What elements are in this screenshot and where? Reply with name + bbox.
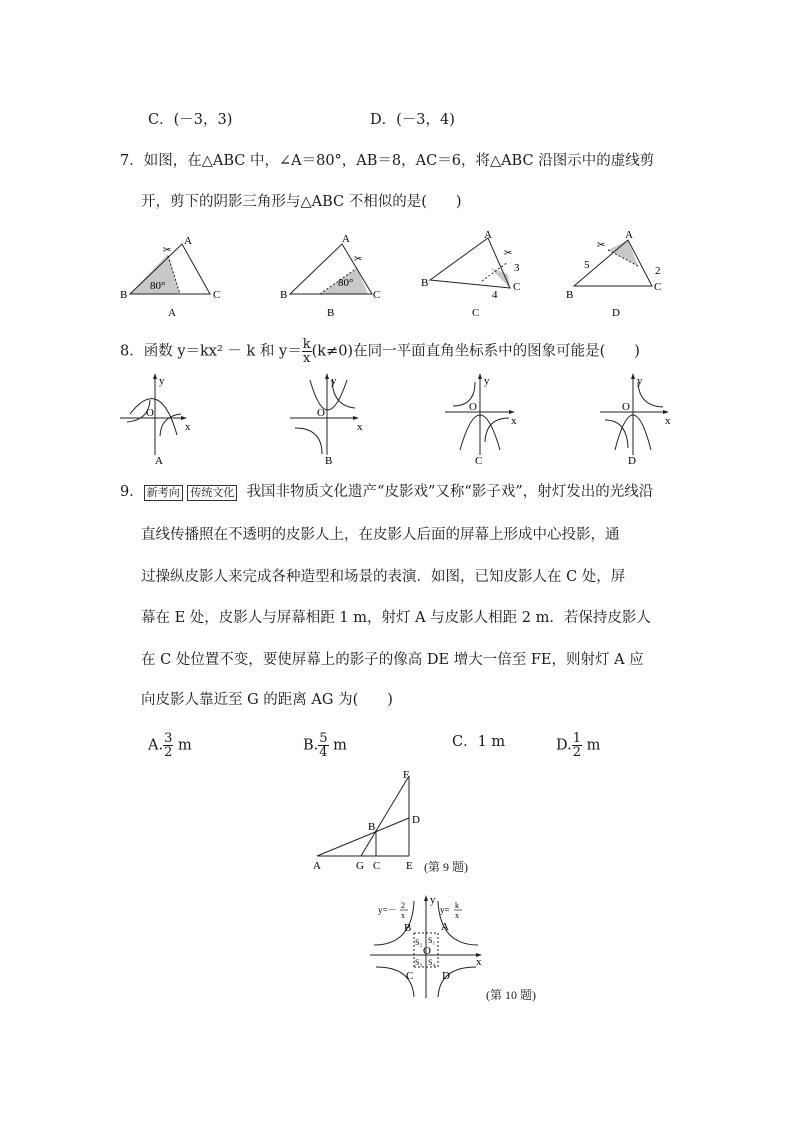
svg-text:O: O (622, 401, 630, 413)
svg-text:S₁: S₁ (428, 936, 436, 945)
label-c: C (213, 289, 221, 301)
q7-figure-d (566, 229, 661, 319)
svg-text:y: y (159, 375, 165, 387)
q7-figures (110, 228, 710, 320)
svg-text:x: x (455, 911, 459, 920)
svg-text:x: x (476, 956, 482, 968)
svg-text:x: x (511, 415, 517, 427)
label-c: C (513, 281, 521, 293)
svg-text:S₄: S₄ (428, 958, 436, 967)
q7-figure-a (120, 235, 220, 319)
q7-option-a: A (168, 307, 176, 319)
svg-text:O: O (146, 407, 154, 419)
svg-text:A: A (313, 860, 321, 872)
q8-fraction: $\frac{k}{x}$ (302, 337, 311, 366)
q7-option-c: C (472, 307, 480, 319)
angle-label: 80° (338, 277, 354, 289)
q7-figure-b (280, 233, 380, 319)
q9-option-c: C．1 m (452, 734, 506, 750)
q9-stem-line1: 9． 新考向 传统文化 我国非物质文化遗产“皮影戏”又称“影子戏”，射灯发出的光线沿 (120, 484, 654, 500)
q8-option-b: B (325, 455, 333, 467)
svg-text:B: B (404, 922, 412, 934)
q8-graph-b (290, 373, 363, 467)
label-5: 5 (584, 259, 590, 271)
svg-text:y: y (637, 375, 643, 387)
svg-text:y=－: y=－ (378, 905, 397, 915)
q9-stem-line4: 幕在 E 处，皮影人与屏幕相距 1 m，射灯 A 与皮影人相距 2 m．若保持皮影人 (141, 610, 651, 626)
svg-text:y: y (331, 375, 337, 387)
q9-option-b: B. $\frac{5}{4}$ m (303, 731, 347, 760)
svg-text:A: A (441, 921, 449, 933)
q7-stem-line1: 7．如图，在△ABC 中，∠A＝80°，AB＝8，AC＝6，将△ABC 沿图示中的虚线剪 (120, 153, 655, 169)
tag-traditional-culture: 传统文化 (187, 485, 237, 501)
q6-option-d: D．(－3，4) (370, 112, 455, 128)
q9-option-d: D. $\frac{1}{2}$ m (556, 731, 601, 760)
label-2: 2 (655, 265, 661, 277)
label-c: C (373, 289, 381, 301)
svg-text:C: C (373, 860, 381, 872)
svg-text:G: G (356, 860, 364, 872)
svg-text:x: x (665, 415, 671, 427)
label-4: 4 (492, 289, 498, 301)
svg-text:B: B (368, 821, 376, 833)
q8-text-pre: 8．函数 y＝kx² － k 和 y＝ (120, 343, 302, 360)
svg-text:2: 2 (401, 901, 405, 910)
scissors-icon: ✂ (504, 248, 513, 259)
svg-text:x: x (357, 421, 363, 433)
tag-new-direction: 新考向 (144, 485, 183, 501)
svg-text:S₂: S₂ (415, 938, 423, 947)
svg-text:C: C (406, 970, 414, 982)
q7-figure-c (421, 229, 520, 319)
svg-text:y: y (484, 375, 490, 387)
label-a: A (184, 235, 192, 247)
label-c: C (654, 281, 662, 293)
svg-text:x: x (185, 421, 191, 433)
q9-stem-line2: 直线传播照在不透明的皮影人上，在皮影人后面的屏幕上形成中心投影，通 (141, 527, 620, 543)
q8-text-post: (k≠0)在同一平面直角坐标系中的图象可能是( ) (311, 343, 640, 360)
svg-text:x: x (401, 911, 405, 920)
scissors-icon: ✂ (354, 254, 363, 265)
label-a: A (342, 233, 350, 245)
q7-option-b: B (327, 307, 335, 319)
q8-stem (120, 338, 640, 365)
q9-figure (305, 768, 430, 878)
label-b: B (421, 277, 429, 289)
q8-graphs (115, 370, 675, 470)
svg-text:O: O (317, 407, 325, 419)
svg-text:S₃: S₃ (415, 958, 423, 967)
q8-option-d: D (628, 455, 636, 467)
label-b: B (120, 289, 128, 301)
svg-text:D: D (442, 970, 450, 982)
label-a: A (625, 229, 633, 241)
svg-text:O: O (423, 945, 431, 957)
svg-text:O: O (469, 401, 477, 413)
angle-label: 80° (150, 280, 166, 292)
q9-option-a: A. $\frac{3}{2}$ m (148, 731, 192, 760)
q8-option-c: C (475, 455, 483, 467)
svg-text:y: y (430, 894, 436, 906)
svg-text:D: D (412, 814, 420, 826)
q6-option-c: C．(－3，3) (148, 112, 233, 128)
label-b: B (280, 289, 288, 301)
q10-figure (368, 893, 488, 1003)
q9-caption: (第 9 题) (424, 860, 468, 874)
q9-stem-line5: 在 C 处位置不变，要使屏幕上的影子的像高 DE 增大一倍至 FE，则射灯 A 应 (141, 652, 644, 668)
svg-text:F: F (403, 769, 410, 781)
scissors-icon: ✂ (597, 240, 606, 251)
label-b: B (566, 289, 574, 301)
q8-graph-a (120, 373, 191, 467)
q7-stem-line2: 开，剪下的阴影三角形与△ABC 不相似的是( ) (141, 194, 462, 210)
q9-stem-line3: 过操纵皮影人来完成各种造型和场景的表演．如图，已知皮影人在 C 处，屏 (141, 569, 626, 585)
q8-graph-c (445, 373, 517, 467)
svg-text:y=: y= (440, 905, 450, 915)
q8-graph-d (600, 373, 671, 467)
scissors-icon: ✂ (163, 245, 172, 256)
q8-option-a: A (155, 455, 163, 467)
svg-text:k: k (455, 901, 459, 910)
label-a: A (484, 229, 492, 241)
q10-caption: (第 10 题) (486, 988, 536, 1002)
q9-stem-line6: 向皮影人靠近至 G 的距离 AG 为( ) (141, 692, 393, 708)
label-3: 3 (514, 262, 520, 274)
q7-option-d: D (612, 307, 620, 319)
svg-text:E: E (406, 860, 413, 872)
